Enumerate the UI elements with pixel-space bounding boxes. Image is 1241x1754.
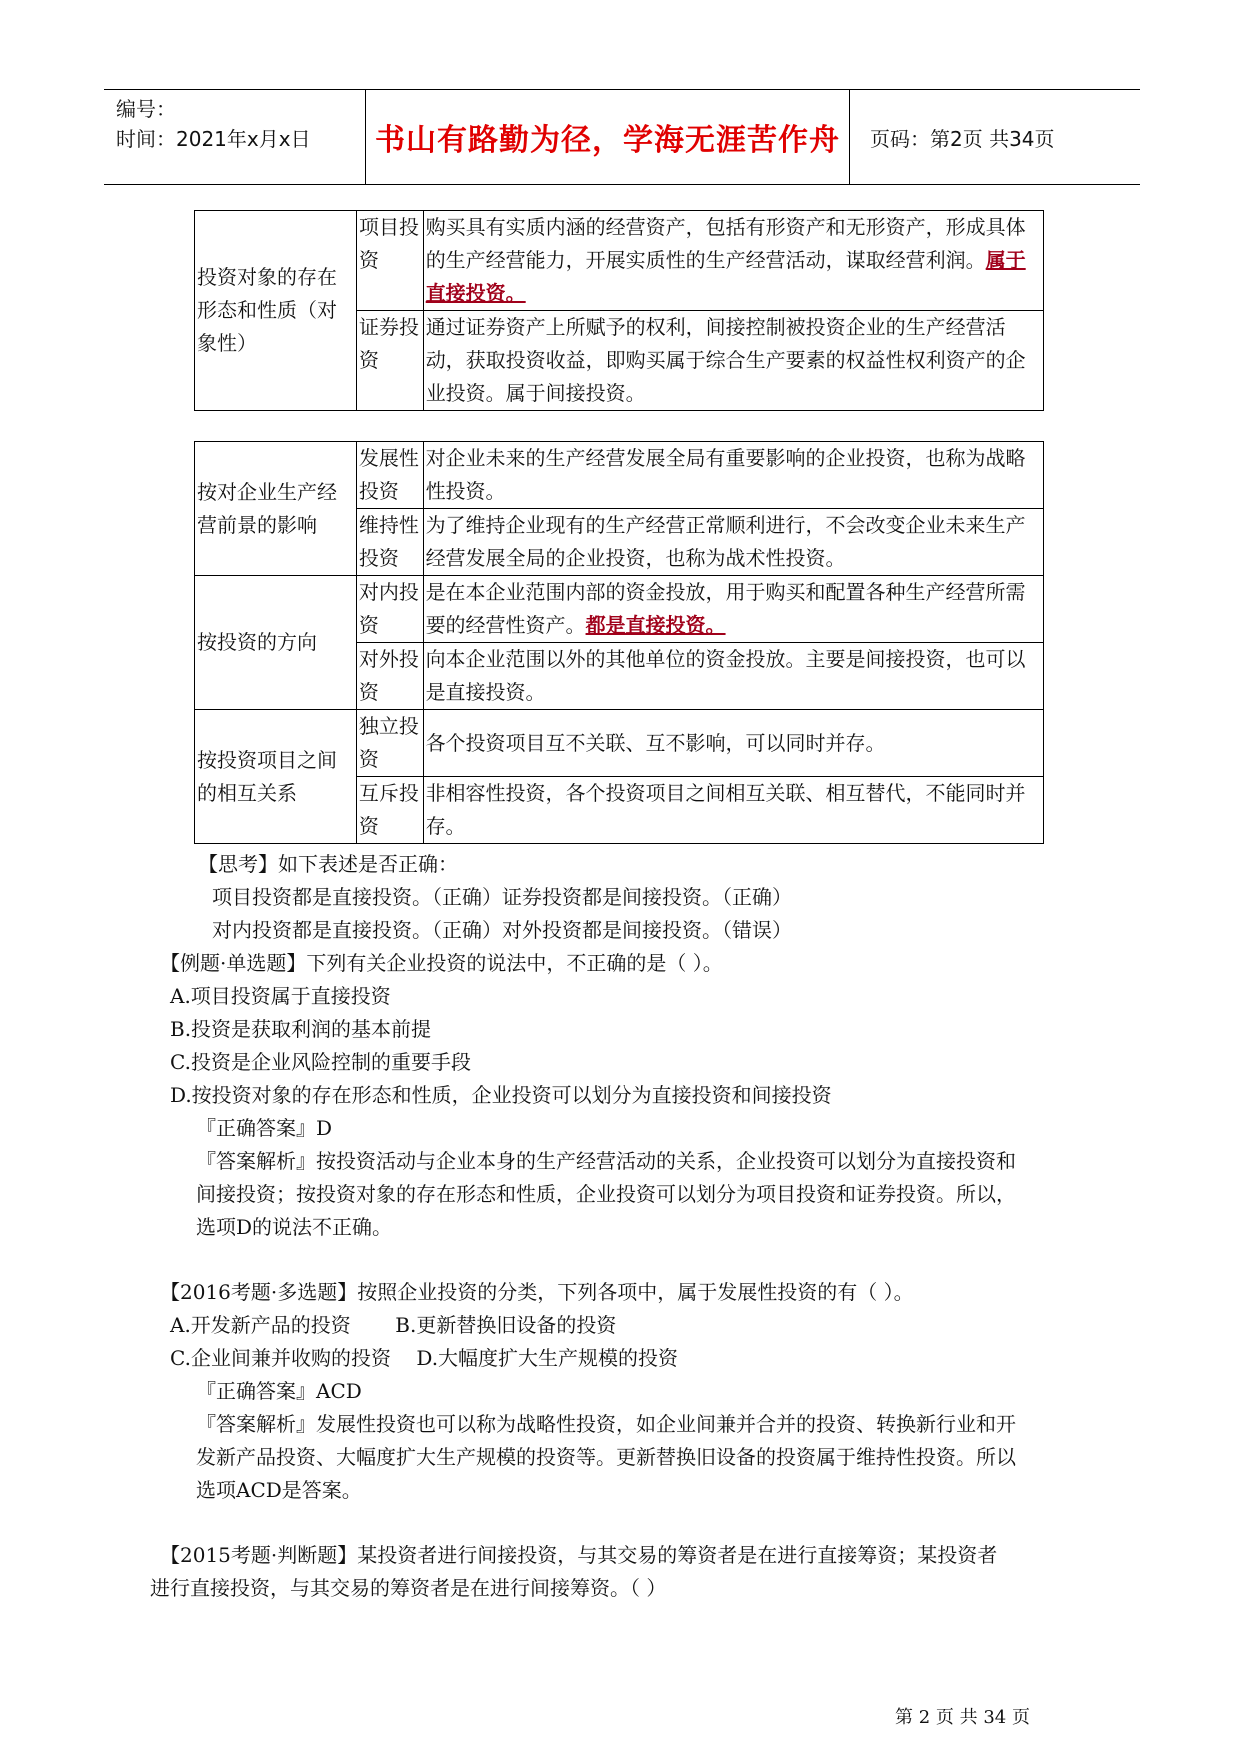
table-sub-cell: 维持性投资 <box>356 509 423 576</box>
example2-options-cd: C.企业间兼并收购的投资 D.大幅度扩大生产规模的投资 <box>170 1346 679 1370</box>
table-desc-cell: 非相容性投资，各个投资项目之间相互关联、相互替代，不能同时并存。 <box>423 777 1043 844</box>
serial-number-label: 编号： <box>116 97 176 121</box>
desc-text: 购买具有实质内涵的经营资产，包括有形资产和无形资产，形成具体的生产经营能力，开展实质性的生产经营活动，谋取经营利润。 <box>425 215 1026 272</box>
example1-answer: 『正确答案』D <box>196 1116 333 1140</box>
classification-table-other <box>194 441 1044 844</box>
table-desc-cell: 向本企业范围以外的其他单位的资金投放。主要是间接投资，也可以是直接投资。 <box>423 643 1043 710</box>
highlight-text: 属于直接投资。 <box>425 248 1026 305</box>
table-sub-cell: 互斥投资 <box>356 777 423 844</box>
example2-explanation-2: 发新产品投资、大幅度扩大生产规模的投资等。更新替换旧设备的投资属于维持性投资。所以 <box>196 1445 1016 1469</box>
example1-explanation-1: 『答案解析』按投资活动与企业本身的生产经营活动的关系，企业投资可以划分为直接投资和 <box>196 1149 1016 1173</box>
table-category-cell: 按投资的方向 <box>195 576 357 710</box>
table-desc-cell <box>423 211 1043 311</box>
table-sub-cell: 独立投资 <box>356 710 423 777</box>
table-desc-cell: 对企业未来的生产经营发展全局有重要影响的企业投资，也称为战略性投资。 <box>423 442 1043 509</box>
think-line-2: 对内投资都是直接投资。（正确）对外投资都是间接投资。（错误） <box>212 918 792 942</box>
think-line-1: 项目投资都是直接投资。（正确）证券投资都是间接投资。（正确） <box>212 885 792 909</box>
example2-explanation-3: 选项ACD是答案。 <box>196 1478 362 1502</box>
example2-explanation-1: 『答案解析』发展性投资也可以称为战略性投资，如企业间兼并合并的投资、转换新行业和开 <box>196 1412 1016 1436</box>
example1-explanation-3: 选项D的说法不正确。 <box>196 1215 393 1239</box>
document-header <box>104 89 1140 185</box>
highlight-text: 都是直接投资。 <box>585 613 726 637</box>
example2-options-ab: A.开发新产品的投资 B.更新替换旧设备的投资 <box>170 1313 617 1337</box>
table-category-cell: 投资对象的存在形态和性质（对象性） <box>195 211 357 411</box>
date-label: 时间：2021年x月x日 <box>116 127 311 151</box>
example1-option-b: B.投资是获取利润的基本前提 <box>170 1017 432 1041</box>
example1-option-a: A.项目投资属于直接投资 <box>170 984 391 1008</box>
example2-answer: 『正确答案』ACD <box>196 1379 362 1403</box>
footer-page-number: 第 2 页 共 34 页 <box>895 1707 1030 1728</box>
table-sub-cell: 证券投资 <box>357 311 424 411</box>
table-category-cell: 按对企业生产经营前景的影响 <box>195 442 357 576</box>
header-left-block <box>116 94 311 154</box>
example1-question: 【例题·单选题】下列有关企业投资的说法中，不正确的是（ ）。 <box>160 951 723 975</box>
table-sub-cell: 对内投资 <box>356 576 423 643</box>
desc-text: 是在本企业范围内部的资金投放，用于购买和配置各种生产经营所需要的经营性资产。 <box>425 580 1026 637</box>
example1-option-d: D.按投资对象的存在形态和性质，企业投资可以划分为直接投资和间接投资 <box>170 1083 832 1107</box>
header-page-number: 页码：第2页 共34页 <box>870 126 1055 151</box>
header-motto: 书山有路勤为径，学海无涯苦作舟 <box>365 90 850 184</box>
desc-text: 通过证券资产上所赋予的权利，间接控制被投资企业的生产经营活动，获取投资收益，即购买属于综合生产要素的权益性权利资产的企业投资。属于间接投资。 <box>425 315 1026 405</box>
example3-question-line-1: 【2015考题·判断题】某投资者进行间接投资，与其交易的筹资者是在进行直接筹资；某投资者 <box>160 1543 998 1567</box>
think-title: 【思考】如下表述是否正确： <box>198 852 458 876</box>
table-desc-cell: 为了维持企业现有的生产经营正常顺利进行，不会改变企业未来生产经营发展全局的企业投资，也称为战术性投资。 <box>423 509 1043 576</box>
example1-explanation-2: 间接投资；按投资对象的存在形态和性质，企业投资可以划分为项目投资和证券投资。所以， <box>196 1182 1016 1206</box>
example2-question: 【2016考题·多选题】按照企业投资的分类，下列各项中，属于发展性投资的有（ ）。 <box>160 1280 914 1304</box>
table-desc-cell <box>423 576 1043 643</box>
classification-table-object <box>194 210 1044 411</box>
table-sub-cell: 发展性投资 <box>356 442 423 509</box>
table-desc-cell <box>423 311 1043 411</box>
table-sub-cell: 对外投资 <box>356 643 423 710</box>
table-desc-cell: 各个投资项目互不关联、互不影响，可以同时并存。 <box>423 710 1043 777</box>
table-sub-cell: 项目投资 <box>357 211 424 311</box>
table-category-cell: 按投资项目之间的相互关系 <box>195 710 357 844</box>
example1-option-c: C.投资是企业风险控制的重要手段 <box>170 1050 471 1074</box>
example3-question-line-2: 进行直接投资，与其交易的筹资者是在进行间接筹资。（ ） <box>150 1576 667 1600</box>
